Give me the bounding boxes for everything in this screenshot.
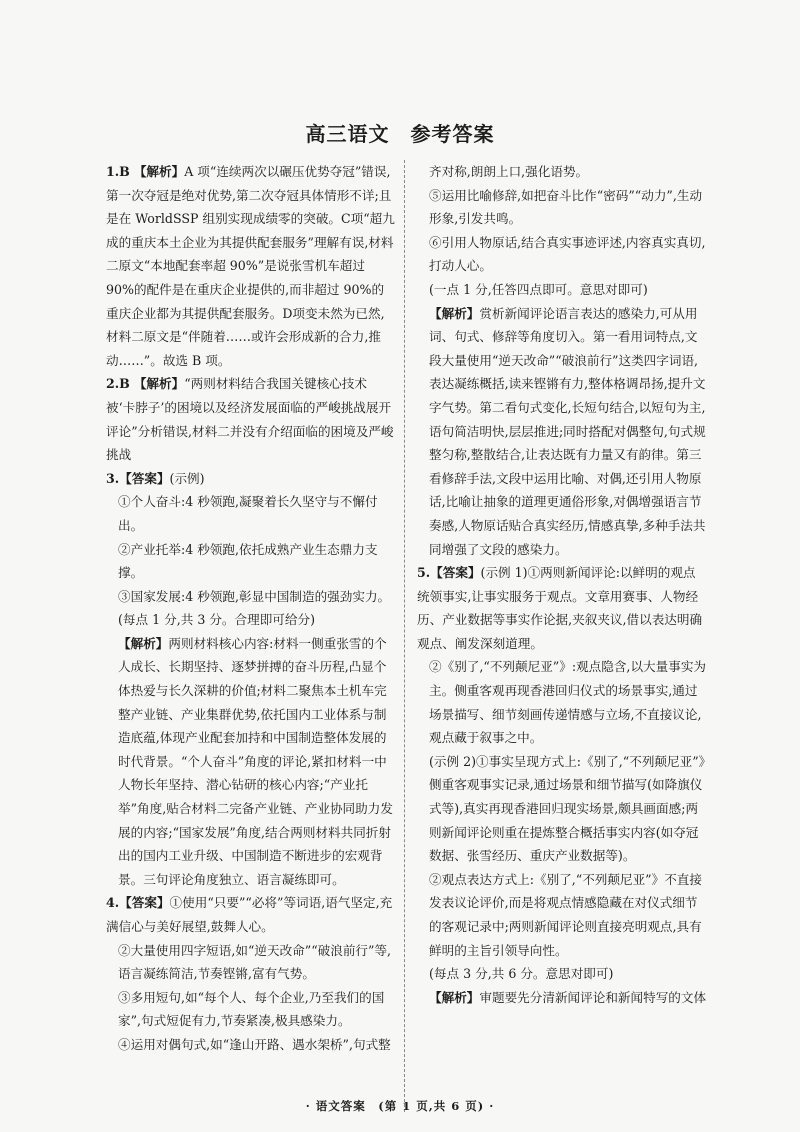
q3-item: ③国家发展:4 秒领跑,彰显中国制造的强劲实力。	[118, 588, 391, 604]
q4-number: 4.	[106, 895, 120, 911]
q5-item: ①事实呈现方式上:《别了,“不列颠尼亚”》侧重客观事实记录,通过场景和细节描写(如降旗仪式等),真实再现香港回归现实场景,颇具画面感;两则新闻评论则重在提炼整合概括事实内容(如夺冠数据、张雪经历、重庆产业数据等)。	[429, 753, 705, 864]
right-column	[417, 160, 707, 1009]
q5-analysis-tag: 【解析】	[429, 989, 480, 1005]
q3-analysis-text: 两则材料核心内容:材料一侧重张雪的个人成长、长期坚持、逐梦拼搏的奋斗历程,凸显个体热爱与长久深耕的价值;材料二聚焦本土机车完整产业链、产业集群优势,依托国内工业体系与制造底蕴,体现产业配套加持和中国制造整体发展的时代背景。“个人奋斗”角度的评论,紧扣材料一中人物长年坚持、潜心钻研的核心内容;“产业托举”角度,贴合材料二完备产业链、产业协同助力发展的内容;“国家发展”角度,结合两则材料共同折射出的国内工业升级、中国制造不断进步的宏观背景。三句评论角度独立、语言凝练即可。	[118, 635, 393, 887]
q5-analysis-text: 审题要先分清新闻评论和新闻特写的文体	[479, 989, 707, 1005]
q5-score: (每点 3 分,共 6 分。意思对即可)	[429, 966, 614, 982]
page-title: 高三语文 参考答案	[305, 122, 495, 146]
q2-analysis-tag: 【解析】	[133, 376, 185, 392]
q1-analysis-text: A 项“连续两次以碾压优势夺冠”错误,第一次夺冠是绝对优势,第二次夺冠具体情形不详;且是在 WorldSSP 组别实现成绩零的突破。C项“超九成的重庆本土企业为其提供配套服务”理解有误,材料二原文“本地配套率超 90%”是说张雪机车超过 90%的配件是在重庆企业提供的,而非超过 90%的重庆企业都为其提供配套服务。D项变未然为已然,材料二原文是“伴随着……或许会形成新的合力,推动……”。故选 B 项。	[106, 164, 395, 368]
q3-analysis	[106, 632, 396, 892]
answer-q3	[106, 467, 396, 892]
answer-q2	[106, 372, 396, 466]
answer-q4-continued	[417, 160, 707, 561]
q4-item: ④运用对偶句式,如“逢山开路、遇水架桥”,句式整	[118, 1036, 391, 1052]
q4-analysis-text: 赏析新闻评论语言表达的感染力,可从用词、句式、修辞等角度切入。第一看用词特点,文段大量使用“逆天改命”“破浪前行”这类四字词语,表达凝练概括,读来铿锵有力,整体格调昂扬,提升文字气势。第二看句式变化,长短句结合,以短句为主,语句简洁明快,层层推进;同时搭配对偶整句,句式规整匀称,整散结合,让表达既有力量又有韵律。第三看修辞手法,文段中运用比喻、对偶,还引用人物原话,比喻让抽象的道理更通俗形象,对偶增强语言节奏感,人物原话贴合真实经历,情感真挚,多种手法共同增强了文段的感染力。	[429, 305, 706, 557]
q5-analysis	[417, 986, 707, 1010]
q5-item: ①两则新闻评论:以鲜明的观点统领事实,让事实服务于观点。文章用赛事、人物经历、产业数据等事实作论据,夹叙夹议,借以表达明确观点、阐发深刻道理。	[417, 565, 703, 651]
answer-q1	[106, 160, 396, 372]
q3-number: 3.	[106, 470, 120, 486]
left-column	[106, 160, 396, 1057]
answer-q5	[417, 561, 707, 1009]
page-footer: · 语文答案 (第 1 页,共 6 页) ·	[305, 1099, 495, 1113]
q3-item: ②产业托举:4 秒领跑,依托成熟产业生态鼎力支撑。	[118, 541, 378, 581]
q5-number: 5.	[417, 565, 431, 581]
q4-score: (一点 1 分,任答四点即可。意思对即可)	[429, 281, 648, 297]
q5-example1-head: (示例 1)	[480, 565, 528, 581]
q4-item: ⑤运用比喻修辞,如把奋斗比作“密码”“动力”,生动形象,引发共鸣。	[429, 187, 703, 227]
q5-item: ②《别了,“不列颠尼亚”》:观点隐含,以大量事实为主。侧重客观再现香港回归仪式的场景事实,通过场景描写、细节刻画传递情感与立场,不直接议论,观点藏于叙事之中。	[429, 659, 707, 746]
q5-answer-tag: 【答案】	[430, 565, 481, 581]
q4-item-continued: 齐对称,朗朗上口,强化语势。	[429, 164, 589, 179]
q3-answer-tag: 【答案】	[119, 470, 170, 486]
q4-answer-tag: 【答案】	[119, 895, 170, 911]
q4-item: ②大量使用四字短语,如“逆天改命”“破浪前行”等,语言凝练简洁,节奏铿锵,富有气势。	[118, 942, 392, 982]
q4-item: ③多用短句,如“每个人、每个企业,乃至我们的国家”,句式短促有力,节奏紧凑,极具感染力。	[118, 989, 385, 1029]
q2-analysis-text: “两则材料结合我国关键核心技术被‘卡脖子’的困境以及经济发展面临的严峻挑战展开评论”分析错误,材料二并没有介绍面临的困境及严峻挑战	[106, 376, 394, 463]
q3-analysis-tag: 【解析】	[118, 635, 169, 651]
q5-example2-head: (示例 2)	[429, 753, 477, 769]
q1-number: 1.B	[106, 164, 130, 179]
column-divider	[404, 160, 405, 1112]
q5-item: ②观点表达方式上:《别了,“不列颠尼亚”》不直接发表议论评价,而是将观点情感隐藏在对仪式细节的客观记录中;两则新闻评论则直接亮明观点,具有鲜明的主旨引领导向性。	[429, 871, 702, 958]
q3-item: ①个人奋斗:4 秒领跑,凝聚着长久坚守与不懈付出。	[118, 494, 378, 533]
q4-analysis	[417, 302, 707, 562]
q4-analysis-tag: 【解析】	[429, 305, 480, 321]
q4-item: ⑥引用人物原话,结合真实事迹评述,内容真实真切,打动人心。	[429, 234, 706, 274]
q5-example2	[417, 750, 707, 868]
answer-q4	[106, 891, 396, 1056]
q4-item: ①使用“只要”“必将”等词语,语气坚定,充满信心与美好展望,鼓舞人心。	[106, 895, 393, 934]
q2-number: 2.B	[106, 376, 130, 392]
q3-score: (每点 1 分,共 3 分。合理即可给分)	[118, 612, 315, 628]
q1-analysis-tag: 【解析】	[133, 164, 185, 179]
q3-answer-note: (示例)	[169, 470, 205, 486]
